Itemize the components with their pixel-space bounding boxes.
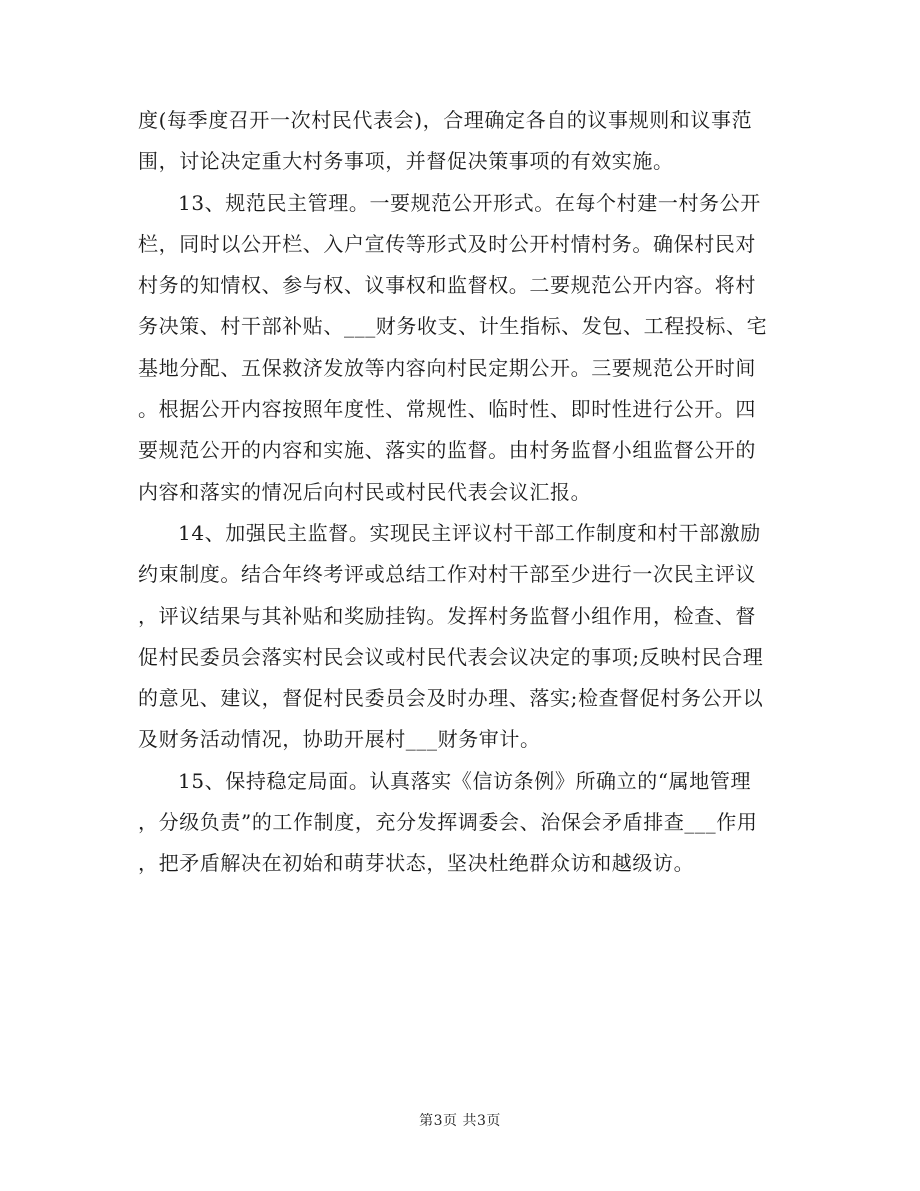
text-line: 村务的知情权、参与权、议事权和监督权。二要规范公开内容。将村 (138, 273, 756, 298)
body-text (138, 100, 782, 885)
text-line: 度(每季度召开一次村民代表会)，合理确定各自的议事规则和议事范 (138, 108, 753, 132)
text-line: 14、加强民主监督。实现民主评议村干部工作制度和村干部激励 (178, 520, 761, 545)
text-line: 围，讨论决定重大村务事项，并督促决策事项的有效实施。 (138, 149, 674, 174)
text-line: ，分级负责”的工作制度，充分发挥调委会、治保会矛盾排查___作用 (138, 810, 758, 835)
page-footer: 第3页 共3页 (419, 1113, 501, 1129)
text-line: ，评议结果与其补贴和奖励挂钩。发挥村务监督小组作用，检查、督 (138, 603, 756, 628)
text-line: 约束制度。结合年终考评或总结工作对村干部至少进行一次民主评议 (138, 562, 756, 587)
text-line: 及财务活动情况，协助开展村___财务审计。 (138, 727, 541, 752)
text-line: 。根据公开内容按照年度性、常规性、临时性、即时性进行公开。四 (138, 397, 756, 422)
text-line: 促村民委员会落实村民会议或村民代表会议决定的事项;反映村民合理 (138, 644, 764, 669)
text-line: 栏，同时以公开栏、入户宣传等形式及时公开村情村务。确保村民对 (138, 231, 756, 256)
text-line: 的意见、建议，督促村民委员会及时办理、落实;检查督促村务公开以 (138, 686, 764, 711)
text-line: 务决策、村干部补贴、___财务收支、计生指标、发包、工程投标、宅 (138, 314, 768, 339)
text-line: 基地分配、五保救济发放等内容向村民定期公开。三要规范公开时间 (138, 355, 756, 380)
text-line: 要规范公开的内容和实施、落实的监督。由村务监督小组监督公开的 (138, 438, 756, 463)
text-line: 内容和落实的情况后向村民或村民代表会议汇报。 (138, 479, 592, 504)
text-line: ，把矛盾解决在初始和萌芽状态，坚决杜绝群众访和越级访。 (138, 851, 695, 876)
text-line: 13、规范民主管理。一要规范公开形式。在每个村建一村务公开 (178, 190, 761, 215)
text-line: 15、保持稳定局面。认真落实《信访条例》所确立的“属地管理 (178, 768, 752, 793)
